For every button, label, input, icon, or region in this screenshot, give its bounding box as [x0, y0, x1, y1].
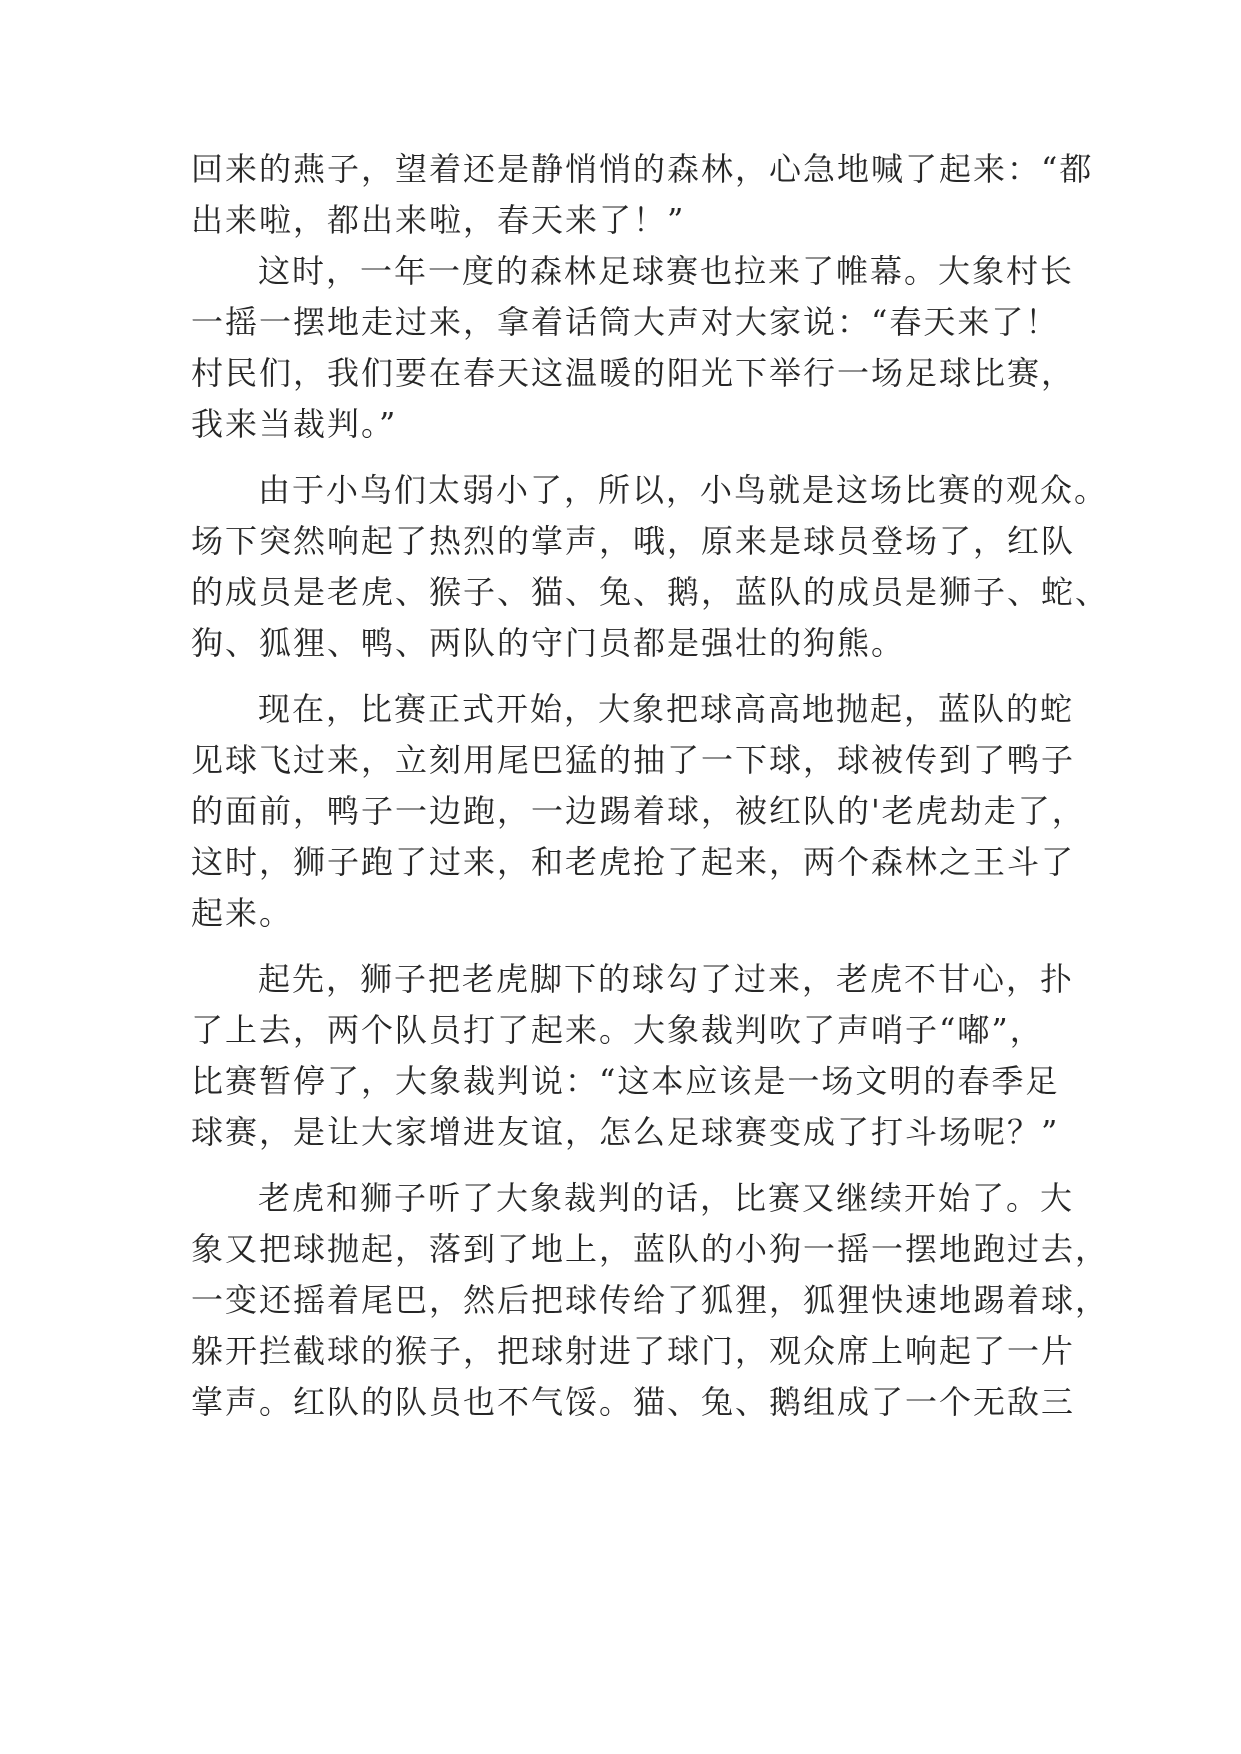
text-line: 一变还摇着尾巴，然后把球传给了狐狸，狐狸快速地踢着球，: [191, 1281, 1110, 1319]
text-line: 出来啦，都出来啦，春天来了！”: [191, 201, 686, 239]
text-line: 起先，狮子把老虎脚下的球勾了过来，老虎不甘心，扑: [258, 960, 1075, 998]
text-line: 掌声。红队的队员也不气馁。猫、兔、鹅组成了一个无敌三: [191, 1383, 1076, 1421]
text-line: 躲开拦截球的猴子，把球射进了球门，观众席上响起了一片: [191, 1332, 1076, 1370]
text-line: 村民们，我们要在春天这温暖的阳光下举行一场足球比赛，: [191, 354, 1076, 392]
text-line: 一摇一摆地走过来，拿着话筒大声对大家说：“春天来了！: [191, 303, 1060, 341]
text-line: 狗、狐狸、鸭、两队的守门员都是强壮的狗熊。: [191, 624, 906, 662]
text-line: 球赛，是让大家增进友谊，怎么足球赛变成了打斗场呢？”: [191, 1113, 1060, 1151]
text-line: 我来当裁判。”: [191, 405, 398, 443]
text-line: 了上去，两个队员打了起来。大象裁判吹了声哨子“嘟”，: [191, 1011, 1044, 1049]
text-line: 这时，狮子跑了过来，和老虎抢了起来，两个森林之王斗了: [191, 843, 1076, 881]
text-line: 见球飞过来，立刻用尾巴猛的抽了一下球，球被传到了鸭子: [191, 741, 1076, 779]
text-line: 比赛暂停了，大象裁判说：“这本应该是一场文明的春季足: [191, 1062, 1060, 1100]
text-line: 场下突然响起了热烈的掌声，哦，原来是球员登场了，红队: [191, 522, 1076, 560]
text-line: 的成员是老虎、猴子、猫、兔、鹅，蓝队的成员是狮子、蛇、: [191, 573, 1110, 611]
text-line: 这时，一年一度的森林足球赛也拉来了帷幕。大象村长: [258, 252, 1075, 290]
text-line: 的面前，鸭子一边跑，一边踢着球，被红队的'老虎劫走了，: [191, 792, 1086, 830]
text-line: 老虎和狮子听了大象裁判的话，比赛又继续开始了。大: [258, 1179, 1075, 1217]
text-line: 由于小鸟们太弱小了，所以，小鸟就是这场比赛的观众。: [258, 471, 1109, 509]
text-line: 起来。: [191, 894, 294, 932]
text-line: 回来的燕子，望着还是静悄悄的森林，心急地喊了起来：“都: [191, 150, 1094, 188]
text-line: 现在，比赛正式开始，大象把球高高地抛起，蓝队的蛇: [258, 690, 1075, 728]
text-line: 象又把球抛起，落到了地上，蓝队的小狗一摇一摆地跑过去，: [191, 1230, 1110, 1268]
